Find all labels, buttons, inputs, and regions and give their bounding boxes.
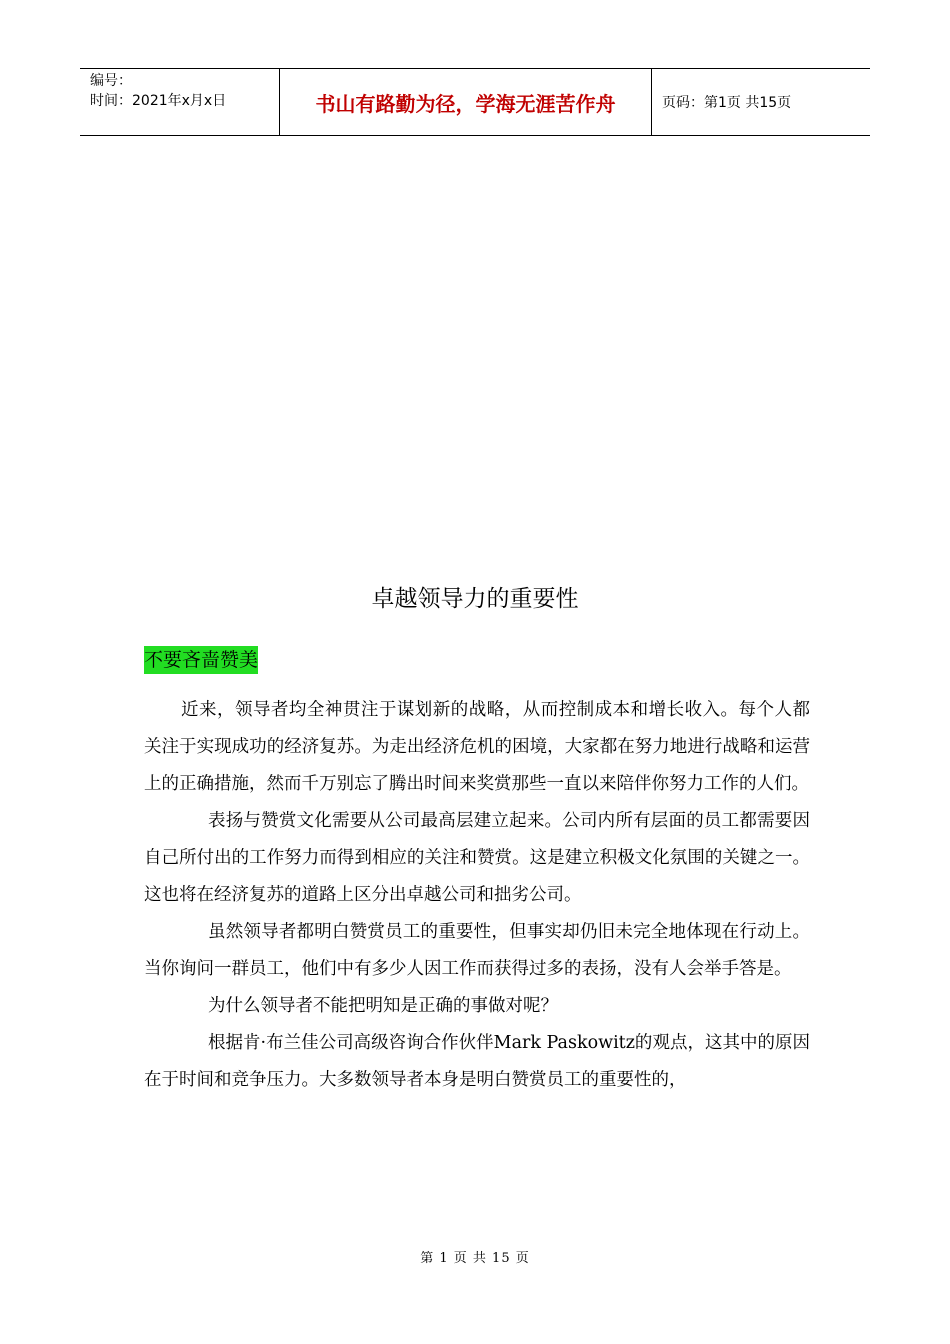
motto: 书山有路勤为径，学海无涯苦作舟 [280,69,652,135]
header-meta-cell [80,69,280,135]
paragraph: 虽然领导者都明白赞赏员工的重要性，但事实却仍旧未完全地体现在行动上。当你询问一群员工，他们中有多少人因工作而获得过多的表扬，没有人会举手答是。 [144,922,810,979]
paragraph: 表扬与赞赏文化需要从公司最高层建立起来。公司内所有层面的员工都需要因自己所付出的工作努力而得到相应的关注和赞赏。这是建立积极文化氛围的关键之一。这也将在经济复苏的道路上区分出卓越公司和拙劣公司。 [144,811,810,905]
number-label: 编号： [90,73,132,89]
section-heading: 不要吝啬赞美 [144,646,258,674]
header-table [80,68,870,136]
document-title: 卓越领导力的重要性 [371,586,579,612]
header-page-info: 页码：第1页 共15页 [662,95,792,111]
paragraph: 为什么领导者不能把明知是正确的事做对呢？ [208,996,558,1016]
date-label: 时间：2021年x月x日 [90,93,227,109]
paragraph: 根据肯·布兰佳公司高级咨询合作伙伴Mark Paskowitz的观点，这其中的原因在于时间和竞争压力。大多数领导者本身是明白赞赏员工的重要性的， [144,1033,810,1090]
paragraph: 近来，领导者均全神贯注于谋划新的战略，从而控制成本和增长收入。每个人都关注于实现成功的经济复苏。为走出经济危机的困境，大家都在努力地进行战略和运营上的正确措施，然而千万别忘了腾出时间来奖赏那些一直以来陪伴你努力工作的人们。 [144,700,810,794]
page-footer: 第 1 页 共 15 页 [420,1251,530,1266]
document-body [144,692,810,1099]
